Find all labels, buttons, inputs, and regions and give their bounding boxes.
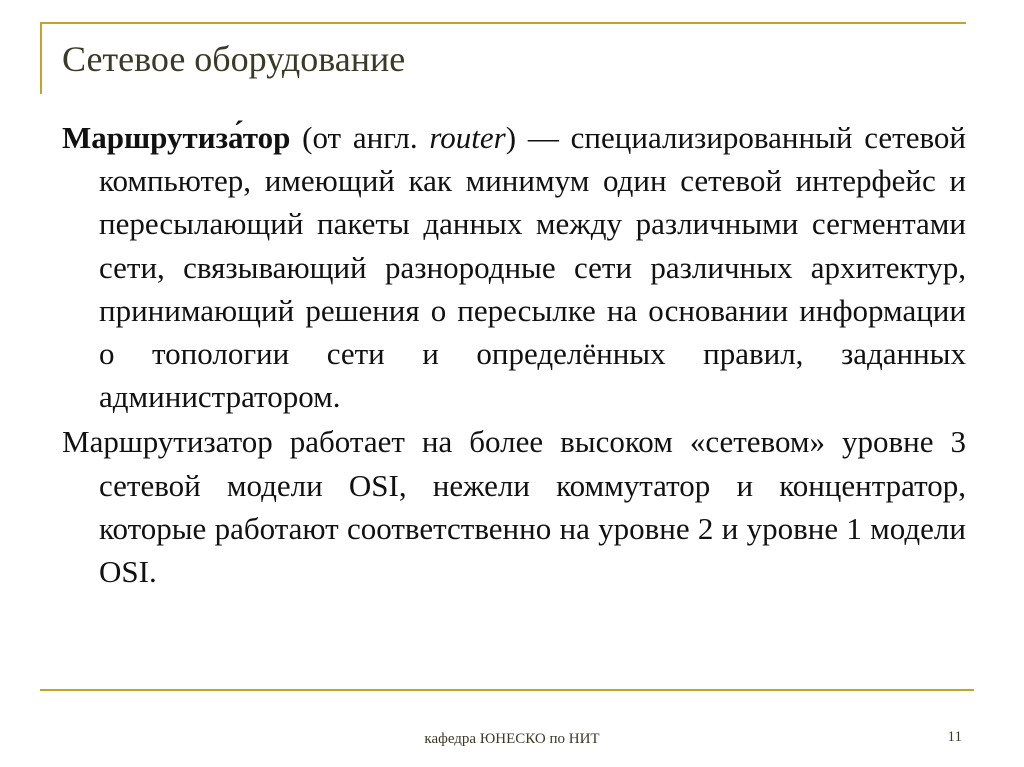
paragraph-osi-level: Маршрутизатор работает на более высоком «сетевом» уровне 3 сетевой модели OSI, нежели коммутатор и концентратор, которые работают соответственно на уровне 2 и уровне 1 модели OSI.: [62, 424, 966, 590]
slide-body: [62, 116, 966, 593]
page-number: 11: [947, 729, 962, 745]
footer-rule: [40, 689, 974, 691]
paragraph-definition: [62, 116, 966, 418]
definition-text: ) — специализированный сетевой компьютер, имеющий как минимум один сетевой интерфейс и пересылающий пакеты данных между различными сегментами сети, связывающий разнородные сети различных архитектур, принимающий решения о пересылке на основании информации о топологии сети и определённых правил, заданных администратором.: [99, 120, 966, 415]
top-rule: [40, 22, 966, 24]
term-router: Маршрутиза́тор: [62, 120, 291, 155]
english-term: router: [429, 120, 506, 155]
slide-title: Сетевое оборудование: [62, 39, 406, 79]
definition-paren-open: (от англ.: [290, 120, 430, 155]
title-accent-bar: [40, 22, 42, 94]
footer-department: кафедра ЮНЕСКО по НИТ: [424, 731, 600, 747]
